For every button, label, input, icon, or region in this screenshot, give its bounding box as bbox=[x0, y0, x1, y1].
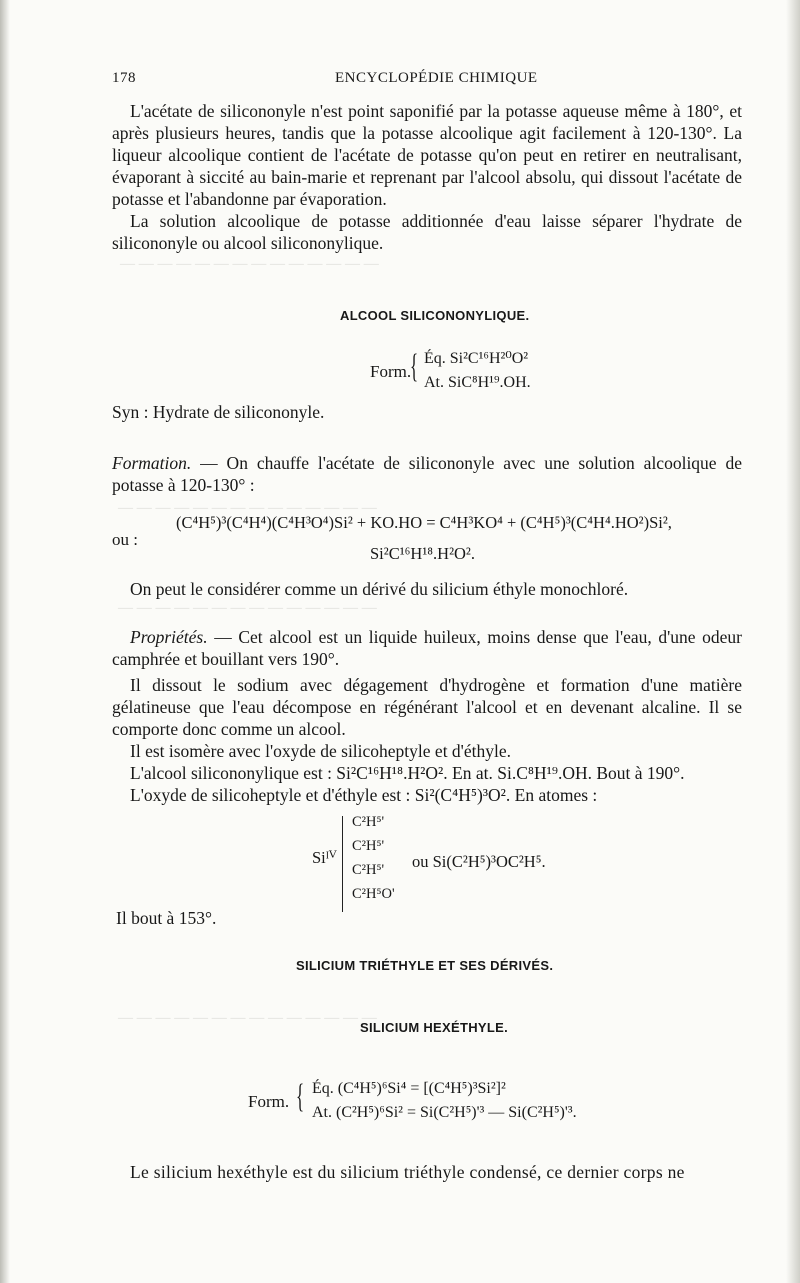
proprietes-label: Propriétés. bbox=[130, 627, 208, 647]
form-label: Form. bbox=[370, 362, 412, 381]
proprietes-text: — Cet alcool est un liquide huileux, moins dense que l'eau, d'une odeur camphrée et bouillant vers 190°. bbox=[112, 627, 742, 669]
paragraph-derive: On peut le considérer comme un dérivé du silicium éthyle monochloré. bbox=[130, 579, 629, 599]
ou-label: ou : bbox=[112, 530, 138, 549]
brace-tall bbox=[342, 816, 343, 912]
section-title-alcool: ALCOOL SILICONONYLIQUE. bbox=[340, 308, 530, 323]
bleed-through-text: — — — — — — — — — — — — — — bbox=[118, 600, 377, 616]
bleed-through-text: — — — — — — — — — — — — — — bbox=[118, 1010, 377, 1026]
group-4: C²H⁵O' bbox=[352, 886, 395, 902]
paragraph-proprietes bbox=[112, 626, 742, 670]
boiling-point: Il bout à 153°. bbox=[116, 908, 217, 928]
brace-2: { bbox=[296, 1078, 305, 1115]
silicon-iv-label: Siᴵⱽ bbox=[312, 848, 337, 867]
formula-equivalent-2: Éq. (C⁴H⁵)⁶Si⁴ = [(C⁴H⁵)³Si²]² bbox=[312, 1080, 506, 1097]
last-line: Le silicium hexéthyle est du silicium triéthyle condensé, ce dernier corps ne bbox=[130, 1162, 685, 1182]
group-2: C²H⁵' bbox=[352, 838, 385, 854]
bleed-through-text: — — — — — — — — — — — — — — bbox=[120, 256, 379, 272]
equation-line-1: (C⁴H⁵)³(C⁴H⁴)(C⁴H³O⁴)Si² + KO.HO = C⁴H³KO⁴ + (C⁴H⁵)³(C⁴H⁴.HO²)Si², bbox=[176, 513, 672, 532]
silicon-alt-formula: ou Si(C²H⁵)³OC²H⁵. bbox=[412, 852, 546, 871]
paragraph-solution: La solution alcoolique de potasse additionnée d'eau laisse séparer l'hydrate de silicononyle ou alcool silicononylique. bbox=[112, 211, 742, 253]
paragraph-alcool-est: L'alcool silicononylique est : Si²C¹⁶H¹⁸.H²O². En at. Si.C⁸H¹⁹.OH. Bout à 190°. bbox=[130, 763, 685, 783]
paragraph-isomere: Il est isomère avec l'oxyde de silicoheptyle et d'éthyle. bbox=[130, 741, 511, 761]
page-number: 178 bbox=[112, 70, 136, 86]
paragraph-sodium: Il dissout le sodium avec dégagement d'hydrogène et formation d'une matière gélatineuse que l'eau décompose en régénérant l'alcool et en devenant alcaline. Il se comporte donc comme un alcool. bbox=[112, 675, 742, 739]
paragraph-saponification: L'acétate de silicononyle n'est point saponifié par la potasse aqueuse même à 180°, et après plusieurs heures, tandis que la potasse alcoolique agit facilement à 120-130°. La liqueur alcoolique contient de l'acétate de potasse qu'on peut en retirer en neutralisant, évaporant à siccité au bain-marie et reprenant par l'alcool absolu, qui dissout l'acétate de potasse et l'abandonne par évaporation. bbox=[112, 101, 742, 209]
group-1: C²H⁵' bbox=[352, 814, 385, 830]
running-title: ENCYCLOPÉDIE CHIMIQUE bbox=[335, 70, 538, 86]
brace: { bbox=[410, 348, 419, 385]
formula-equivalent: Éq. Si²C¹⁶H²⁰O² bbox=[424, 350, 529, 367]
page-left-shadow bbox=[0, 0, 10, 1283]
group-3: C²H⁵' bbox=[352, 862, 385, 878]
formula-atomic-2: At. (C²H⁵)⁶Si² = Si(C²H⁵)'³ — Si(C²H⁵)'³. bbox=[312, 1104, 577, 1121]
page-right-shadow bbox=[786, 0, 800, 1283]
formation-label: Formation. bbox=[112, 453, 192, 473]
paragraph-formation bbox=[112, 452, 742, 496]
form-label-2: Form. bbox=[248, 1092, 290, 1111]
formation-text: — On chauffe l'acétate de silicononyle avec une solution alcoolique de potasse à 120-130° : bbox=[112, 453, 742, 495]
synonym: Syn : Hydrate de silicononyle. bbox=[112, 402, 325, 422]
bleed-through-text: — — — — — — — — — — — — — — bbox=[118, 500, 377, 516]
equation-line-2: Si²C¹⁶H¹⁸.H²O². bbox=[370, 544, 476, 563]
formula-atomic: At. SiC⁸H¹⁹.OH. bbox=[424, 374, 531, 391]
paragraph-oxyde-est: L'oxyde de silicoheptyle et d'éthyle est : Si²(C⁴H⁵)³O². En atomes : bbox=[130, 785, 598, 805]
section-title-triethyle: SILICIUM TRIÉTHYLE ET SES DÉRIVÉS. bbox=[296, 958, 554, 973]
subsection-title-hexethyle: SILICIUM HEXÉTHYLE. bbox=[360, 1020, 508, 1035]
